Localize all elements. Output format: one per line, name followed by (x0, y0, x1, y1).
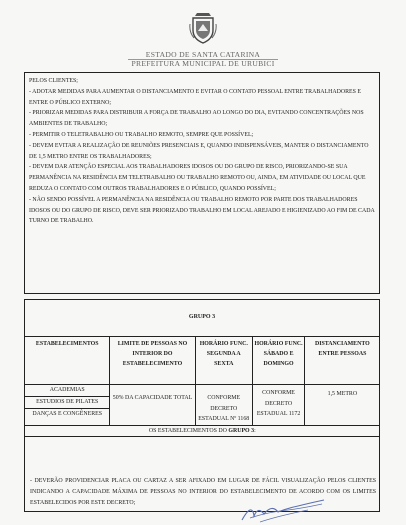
placard-rule: - DEVERÃO PROVIDENCIAR PLACA OU CARTAZ A SER AFIXADO EM LUGAR DE FÁCIL VISUALIZAÇÃO PELOS CLIENTES INDICANDO A CAPACIDADE MÁXIMA DE PESSOAS NO INTERIOR DO ESTABELECIMENTO DE ACORDO COM OS LIMITES ESTABELECIDOS POR ESTE DECRETO; (30, 478, 376, 506)
group-note: OS ESTABELECIMENTOS DO GRUPO 3: (25, 425, 380, 436)
column-header: LIMITE DE PESSOAS NO INTERIOR DO ESTABELECIMENTO (110, 337, 196, 385)
establishment-item: ACADEMIAS (25, 385, 109, 397)
handwritten-signature (238, 498, 328, 524)
measure-item: - PERMITIR O TELETRABALHO OU TRABALHO REMOTO, SEMPRE QUE POSSÍVEL; (29, 131, 254, 138)
municipal-coat-of-arms-icon (189, 12, 217, 44)
distance-cell: 1,5 METRO (305, 385, 380, 426)
measure-item: PELOS CLIENTES; (29, 78, 78, 84)
column-header: ESTABELECIMENTOS (25, 337, 110, 385)
establishment-item: DANÇAS E CONGÊNERES (32, 411, 103, 417)
state-name: ESTADO DE SANTA CATARINA (145, 50, 261, 59)
measure-item: - DEVEM DAR ATENÇÃO ESPECIAL AOS TRABALHADORES IDOSOS OU DO GRUPO DE RISCO, PRIORIZANDO-SE SUA PERMANÊNCIA NA RESIDÊNCIA EM TELETRABALHO OU TRABALHO REMOTO OU, AINDA, EM ATIVIDADE OU LOCAL QUE REDUZA O CONTATO COM OUTROS TRABALHADORES E O PÚBLICO, QUANDO POSSÍVEL; (29, 164, 366, 192)
municipality-name: PREFEITURA MUNICIPAL DE URUBICI (131, 59, 275, 68)
weekday-hours-cell: CONFORME DECRETO ESTADUAL Nº 1168 (195, 385, 252, 426)
measure-item: - DEVEM EVITAR A REALIZAÇÃO DE REUNIÕES PRESENCIAIS E, QUANDO INDISPENSÁVEIS, MANTER O DISTANCIAMENTO DE 1,5 METRO ENTRE OS TRABALHADORES; (29, 142, 369, 160)
limit-cell: 50% DA CAPACIDADE TOTAL (110, 385, 196, 426)
group-3-table (24, 336, 380, 437)
measure-item: - NÃO SENDO POSSÍVEL A PERMANÊNCIA NA RESIDÊNCIA OU TRABALHO REMOTO POR PARTE DOS TRABALHADORES IDOSOS OU DO GRUPO DE RISCO, DEVE SER PRIORIZADO TRABALHO EM LOCAL AREJADO E HIGIENIZADO AO FIM DE CADA TURNO DE TRABALHO. (29, 196, 375, 225)
measures-box (24, 72, 380, 294)
column-header: HORÁRIO FUNC. SEGUNDA A SEXTA (195, 337, 252, 385)
establishment-item: ESTUDIOS DE PILATES (25, 397, 109, 409)
establishments-cell (25, 385, 110, 426)
measure-item: - ADOTAR MEDIDAS PARA AUMENTAR O DISTANCIAMENTO E EVITAR O CONTATO PESSOAL ENTRE TRABALHADORES E ENTRE O PÚBLICO EXTERNO; (29, 88, 361, 106)
measure-item: - PRIORIZAR MEDIDAS PARA DISTRIBUIR A FORÇA DE TRABALHO AO LONGO DO DIA, EVITANDO CONCENTRAÇÕES NOS AMBIENTES DE TRABALHO; (29, 110, 364, 128)
column-header: DISTANCIAMENTO ENTRE PESSOAS (305, 337, 380, 385)
weekend-hours-cell: CONFORME DECRETO ESTADUAL 1172 (252, 385, 305, 426)
group-title: GRUPO 3 (188, 314, 216, 320)
group-3-box (24, 299, 380, 512)
column-header: HORÁRIO FUNC. SÁBADO E DOMINGO (252, 337, 305, 385)
